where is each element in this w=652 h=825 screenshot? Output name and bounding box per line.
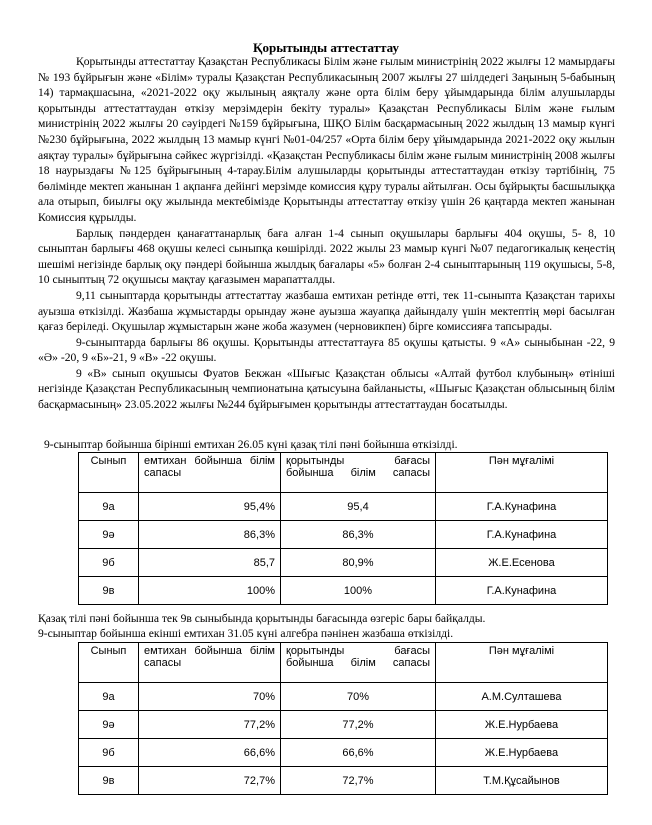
header-teacher: Пән мұғалімі	[436, 643, 608, 683]
cell-class: 9ә	[79, 521, 139, 549]
header-class: Сынып	[79, 453, 139, 493]
paragraph: Қорытынды аттестаттау Қазақстан Республикасы Білім және ғылым министрінің 2022 жылғы 12 мамырдағы № 193 бұйрығын және «Білім» туралы Қазақстан Республикасының 2007 жылғы 27 шілдедегі Заңының 5-бабының 14) тармақшасына, «2021-2022 оқу жылының аяқталу және орта білім беру ұйымдарында білім алушыларды қорытынды аттестаттаудан өткізу мерзімдерін бекіту туралы» Қазақстан Республикасы Білім және ғылым министрінің 2022 жылғы 20 сәуірдегі №159 бұйрығына, ШҚО Білім басқармасының 2022 жылдың 13 мамыр күнгі №230 бұйрығына, 2022 жылдың 13 мамыр күнгі №01-04/257 «Орта білім беру ұйымдарында 2021-2022 оқу жылын аяқтау туралы» бұйрығына сәйкес жүргізілді. «Қазақстан Республикасы білім және ғылым министрінің 2008 жылғы 18 наурыздағы №125 бұйрығының 4-тарау.Білім алушыларды қорытынды аттестаттаудан өткізу тәртібінің, 75 бөлімінде мектеп жанынан 1 ақпанға дейінгі мерзімде комиссия құру туралы айтылған. Осы бұйрықты басшылыққа ала отырып, биылғы оқу жылында мектебімізде Қорытынды аттестаттау өткізу үшін 26 қаңтарда мектеп жанынан Комиссия құрылды.	[38, 55, 615, 224]
cell-final-quality: 95,4	[281, 493, 436, 521]
header-teacher: Пән мұғалімі	[436, 453, 608, 493]
table-row	[79, 739, 608, 767]
cell-exam-quality: 72,7%	[139, 767, 281, 795]
header-exam-quality: емтихан бойынша білім сапасы	[139, 643, 281, 683]
table-row	[79, 521, 608, 549]
cell-class: 9а	[79, 683, 139, 711]
table-row	[79, 577, 608, 605]
header-exam-quality: емтихан бойынша білім сапасы	[139, 453, 281, 493]
cell-exam-quality: 70%	[139, 683, 281, 711]
cell-class: 9б	[79, 739, 139, 767]
cell-teacher: Г.А.Кунафина	[436, 521, 608, 549]
cell-exam-quality: 95,4%	[139, 493, 281, 521]
exam2-caption: 9-сыныптар бойынша екінші емтихан 31.05 күні алгебра пәнінен жазбаша өткізілді.	[38, 627, 454, 640]
cell-class: 9а	[79, 493, 139, 521]
cell-final-quality: 72,7%	[281, 767, 436, 795]
cell-teacher: Ж.Е.Есенова	[436, 549, 608, 577]
cell-teacher: Ж.Е.Нурбаева	[436, 711, 608, 739]
exam1-caption: 9-сыныптар бойынша бірінші емтихан 26.05 күні қазақ тілі пәні бойынша өткізілді.	[44, 438, 458, 451]
cell-final-quality: 66,6%	[281, 739, 436, 767]
paragraph: 9-сыныптарда барлығы 86 оқушы. Қорытынды аттестаттауға 85 оқушы қатысты. 9 «А» сыныбынан -22, 9 «Ә» -20, 9 «Б»-21, 9 «В» -22 оқушы.	[38, 335, 615, 365]
exam2-table	[78, 642, 608, 795]
table-header-row	[79, 643, 608, 683]
cell-exam-quality: 85,7	[139, 549, 281, 577]
table-row	[79, 683, 608, 711]
cell-teacher: Г.А.Кунафина	[436, 493, 608, 521]
body-text	[38, 54, 615, 413]
cell-final-quality: 100%	[281, 577, 436, 605]
header-class: Сынып	[79, 643, 139, 683]
cell-class: 9в	[79, 577, 139, 605]
cell-exam-quality: 100%	[139, 577, 281, 605]
exam1-table	[78, 452, 608, 605]
table-row	[79, 493, 608, 521]
cell-exam-quality: 66,6%	[139, 739, 281, 767]
paragraph: 9 «В» сынып оқушысы Фуатов Бекжан «Шығыс Қазақстан облысы «Алтай футбол клубының» өтініші негізінде Қазақстан Республикасының чемпионатына қатысуына байланысты, «Шығыс Қазақстан облысының білім басқармасының» 23.05.2022 жылғы №244 бұйрығымен қорытынды аттестаттаудан босатылды.	[38, 366, 615, 412]
cell-teacher: Ж.Е.Нурбаева	[436, 739, 608, 767]
paragraph: Барлық пәндерден қанағаттанарлық баға алған 1-4 сынып оқушылары барлығы 404 оқушы, 5- 8, 10 сыныптан барлығы 468 оқушы келесі сыныпқа көшірілді. 2022 жылы 23 мамыр күнгі №07 педагогикалық кеңестің шешімі негізінде барлық оқу пәндері бойынша жылдық бағалары «5» болған 2-4 сыныптарының 119 оқушысы, 5-8, 10 сыныптың 72 оқушысы мақтау қағазымен марапатталды.	[38, 226, 615, 287]
cell-teacher: Г.А.Кунафина	[436, 577, 608, 605]
cell-class: 9ә	[79, 711, 139, 739]
cell-final-quality: 80,9%	[281, 549, 436, 577]
table-header-row	[79, 453, 608, 493]
header-final-quality: қорытынды бағасы бойынша білім сапасы	[281, 453, 436, 493]
paragraph: 9,11 сыныптарда қорытынды аттестаттау жазбаша емтихан ретінде өтті, тек 11-сыныпта Қазақстан тарихы ауызша өткізілді. Жазбаша жұмыстарды орындау және ауызша жауапқа дайындалу үшін мектептің мөрі басылған қағаз беріледі. Оқушылар жұмыстарын және жоба жазумен (черновикпен) бірге комиссияға тапсырады.	[38, 288, 615, 334]
page-title: Қорытынды аттестаттау	[253, 40, 399, 55]
cell-class: 9в	[79, 767, 139, 795]
table-row	[79, 549, 608, 577]
header-final-quality: қорытынды бағасы бойынша білім сапасы	[281, 643, 436, 683]
cell-exam-quality: 86,3%	[139, 521, 281, 549]
cell-exam-quality: 77,2%	[139, 711, 281, 739]
table-row	[79, 711, 608, 739]
cell-final-quality: 77,2%	[281, 711, 436, 739]
cell-teacher: А.М.Султашева	[436, 683, 608, 711]
exam1-note: Қазақ тілі пәні бойынша тек 9в сыныбында қорытынды бағасында өзгеріс бары байқалды.	[38, 612, 486, 625]
cell-final-quality: 86,3%	[281, 521, 436, 549]
table-row	[79, 767, 608, 795]
cell-final-quality: 70%	[281, 683, 436, 711]
cell-teacher: Т.М.Құсайынов	[436, 767, 608, 795]
cell-class: 9б	[79, 549, 139, 577]
